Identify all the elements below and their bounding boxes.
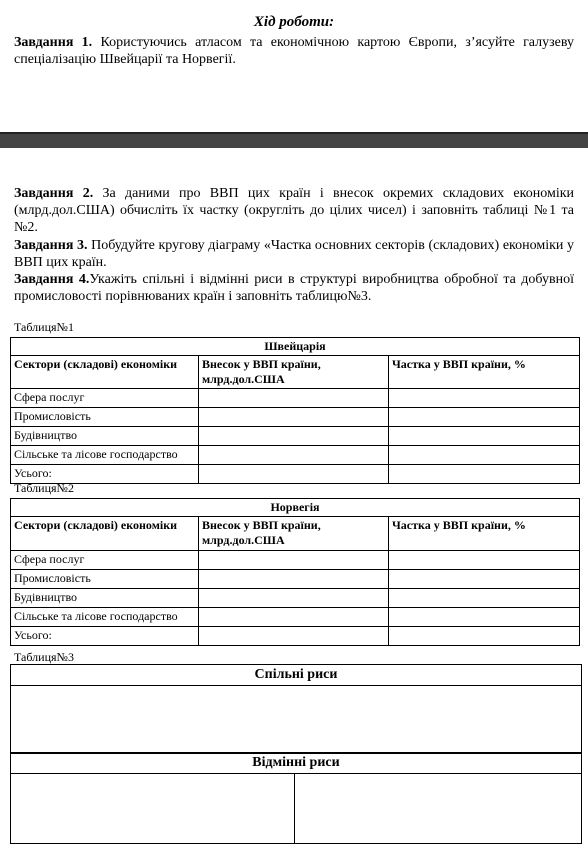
table-2-caption: Таблиця№2 xyxy=(14,481,74,495)
table-2-title: Норвегія xyxy=(11,499,580,517)
table-1-row-label: Сільське та лісове господарство xyxy=(11,446,199,465)
table-2-row-label: Будівництво xyxy=(11,589,199,608)
task-2-label: Завдання 2. xyxy=(14,186,94,201)
table-1-row-label: Промисловість xyxy=(11,408,199,427)
table-3-different-header: Відмінні риси xyxy=(11,753,581,774)
task-2 xyxy=(14,185,574,236)
table-3-different-cell-left[interactable] xyxy=(11,774,295,844)
table-1-col-contribution: Внесок у ВВП країни, млрд.дол.США xyxy=(199,356,389,389)
task-4 xyxy=(14,271,574,305)
table-1-col-share: Частка у ВВП країни, % xyxy=(389,356,580,389)
task-3 xyxy=(14,237,574,271)
table-1-cell[interactable] xyxy=(199,389,389,408)
table-2-cell[interactable] xyxy=(199,589,389,608)
table-1-cell[interactable] xyxy=(389,465,580,484)
task-1 xyxy=(14,34,574,68)
table-1-row-label: Будівництво xyxy=(11,427,199,446)
table-2-cell[interactable] xyxy=(389,570,580,589)
table-1-cell[interactable] xyxy=(199,446,389,465)
task-1-label: Завдання 1. xyxy=(14,35,93,50)
table-1-cell[interactable] xyxy=(389,427,580,446)
table-1-cell[interactable] xyxy=(389,446,580,465)
table-1-cell[interactable] xyxy=(199,465,389,484)
table-2-col-contribution: Внесок у ВВП країни, млрд.дол.США xyxy=(199,517,389,551)
table-2-cell[interactable] xyxy=(199,551,389,570)
task-4-text: Укажіть спільні і відмінні риси в структурі виробництва обробної та добувної промисловості порівнюваних країн і заповніть таблицю№3. xyxy=(14,272,575,304)
table-2-cell[interactable] xyxy=(389,589,580,608)
table-3-different-cell-right[interactable] xyxy=(295,774,581,844)
table-3-different-cells xyxy=(11,774,581,844)
table-2-row-label: Усього: xyxy=(11,627,199,646)
table-2-row-label: Промисловість xyxy=(11,570,199,589)
table-1-title: Швейцарія xyxy=(11,338,580,356)
table-3-different xyxy=(10,752,582,844)
table-2-cell[interactable] xyxy=(199,627,389,646)
page-break-band xyxy=(0,132,588,148)
table-1-cell[interactable] xyxy=(389,408,580,427)
table-3-common xyxy=(10,664,582,754)
task-4-label: Завдання 4. xyxy=(14,272,90,287)
table-2-row-label: Сфера послуг xyxy=(11,551,199,570)
table-2-col-sectors: Сектори (складові) економіки xyxy=(11,517,199,551)
task-3-text: Побудуйте кругову діаграму «Частка основних секторів (складових) економіки у ВВП цих країн. xyxy=(14,238,574,270)
table-1-row-label: Сфера послуг xyxy=(11,389,199,408)
task-1-text: Користуючись атласом та економічною картою Європи, з’ясуйте галузеву спеціалізацію Швейцарії та Норвегії. xyxy=(14,35,575,67)
table-2-col-share: Частка у ВВП країни, % xyxy=(389,517,580,551)
task-3-label: Завдання 3. xyxy=(14,238,88,253)
table-1-cell[interactable] xyxy=(199,408,389,427)
table-2-cell[interactable] xyxy=(199,570,389,589)
table-2-cell[interactable] xyxy=(389,608,580,627)
table-1 xyxy=(10,337,580,484)
table-2-cell[interactable] xyxy=(199,608,389,627)
table-1-row-label: Усього: xyxy=(11,465,199,484)
table-3-caption: Таблиця№3 xyxy=(14,650,74,664)
table-1-col-sectors: Сектори (складові) економіки xyxy=(11,356,199,389)
table-3-common-cell[interactable] xyxy=(11,686,581,752)
task-2-text: За даними про ВВП цих країн і внесок окремих складових економіки (млрд.дол.США) обчисліть їх частку (округліть до цілих чисел) і заповніть таблиці №1 та №2. xyxy=(14,186,575,235)
table-2-cell[interactable] xyxy=(389,551,580,570)
table-2 xyxy=(10,498,580,646)
table-2-cell[interactable] xyxy=(389,627,580,646)
table-2-row-label: Сільське та лісове господарство xyxy=(11,608,199,627)
table-3-common-header: Спільні риси xyxy=(11,665,581,686)
table-1-caption: Таблиця№1 xyxy=(14,320,74,334)
page-heading: Хід роботи: xyxy=(253,14,335,30)
table-1-cell[interactable] xyxy=(389,389,580,408)
table-1-cell[interactable] xyxy=(199,427,389,446)
